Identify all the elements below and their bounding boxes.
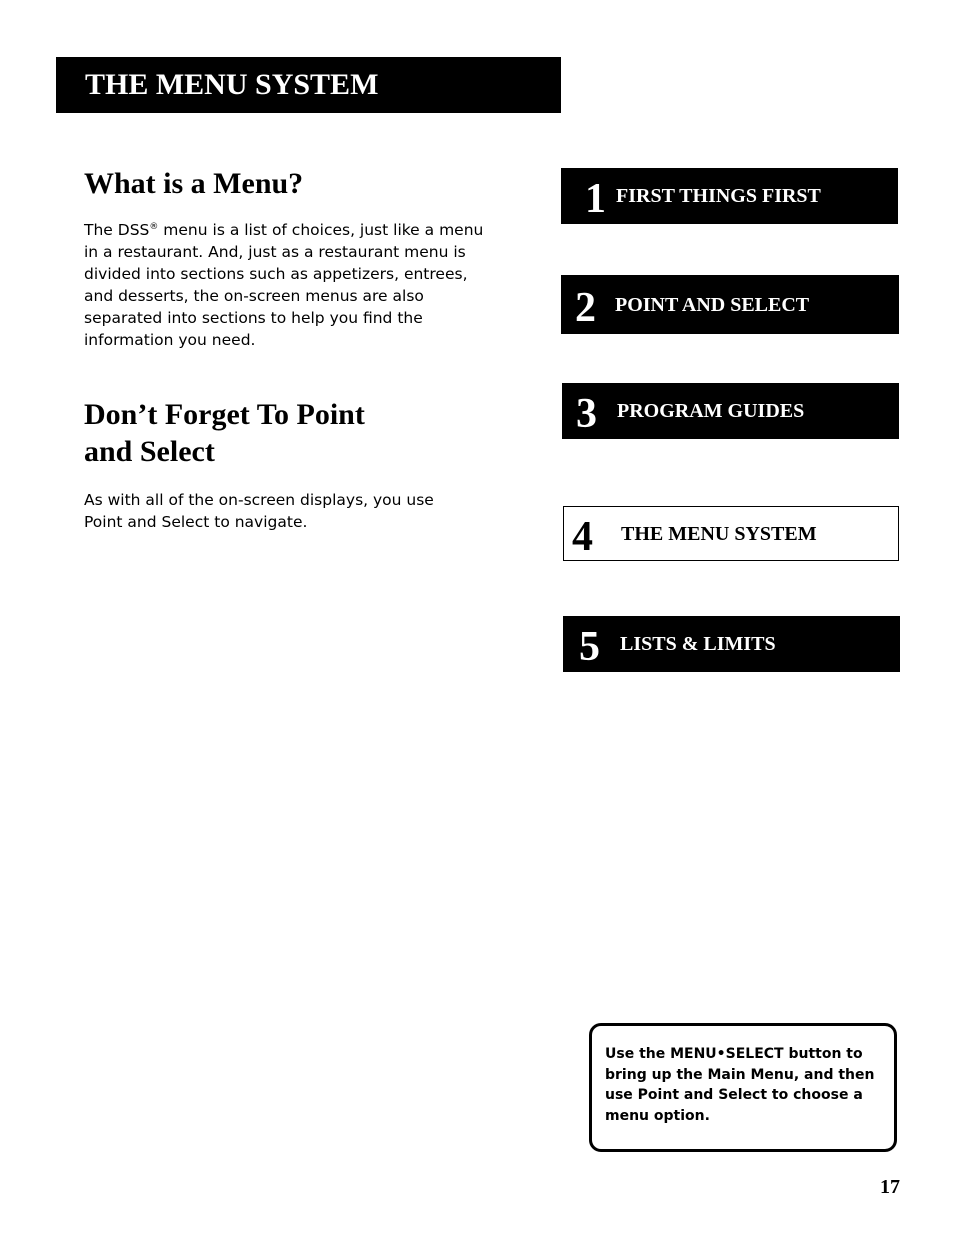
registered-mark: ® xyxy=(149,221,159,232)
chapter-tab-4 xyxy=(563,506,899,561)
chapter-tab-2 xyxy=(561,275,899,334)
chapter-number: 3 xyxy=(576,391,597,437)
chapter-number: 4 xyxy=(572,513,593,560)
chapter-header xyxy=(56,57,561,113)
chapter-header-title: THE MENU SYSTEM xyxy=(85,68,379,101)
chapter-tab-3 xyxy=(562,383,899,439)
section-heading-point-and-select: Don’t Forget To Point and Select xyxy=(84,398,365,468)
chapter-number: 1 xyxy=(585,176,606,222)
tip-callout xyxy=(589,1023,897,1152)
chapter-label: THE MENU SYSTEM xyxy=(621,522,817,545)
section-body-point-and-select: As with all of the on-screen displays, you use Point and Select to navigate. xyxy=(84,491,434,531)
chapter-tab-1 xyxy=(561,168,898,224)
section-heading-what-is-a-menu: What is a Menu? xyxy=(84,167,304,200)
chapter-number: 5 xyxy=(579,624,600,670)
chapter-tab-5 xyxy=(563,616,900,672)
chapter-label: LISTS & LIMITS xyxy=(620,633,776,655)
page-number: 17 xyxy=(880,1176,900,1198)
chapter-label: FIRST THINGS FIRST xyxy=(616,185,821,207)
tip-text: Use the MENU•SELECT button to bring up the Main Menu, and then use Point and Select to choose a menu option. xyxy=(605,1046,875,1124)
chapter-number: 2 xyxy=(575,284,596,331)
chapter-label: POINT AND SELECT xyxy=(615,293,810,316)
chapter-label: PROGRAM GUIDES xyxy=(617,400,805,422)
section-body-what-is-a-menu: The DSS® menu is a list of choices, just like a menu in a restaurant. And, just as a restaurant menu is divided into sections such as appetizers, entrees, and desserts, the on-screen menus are also separated into sections to help you find the information you need. xyxy=(84,221,484,349)
